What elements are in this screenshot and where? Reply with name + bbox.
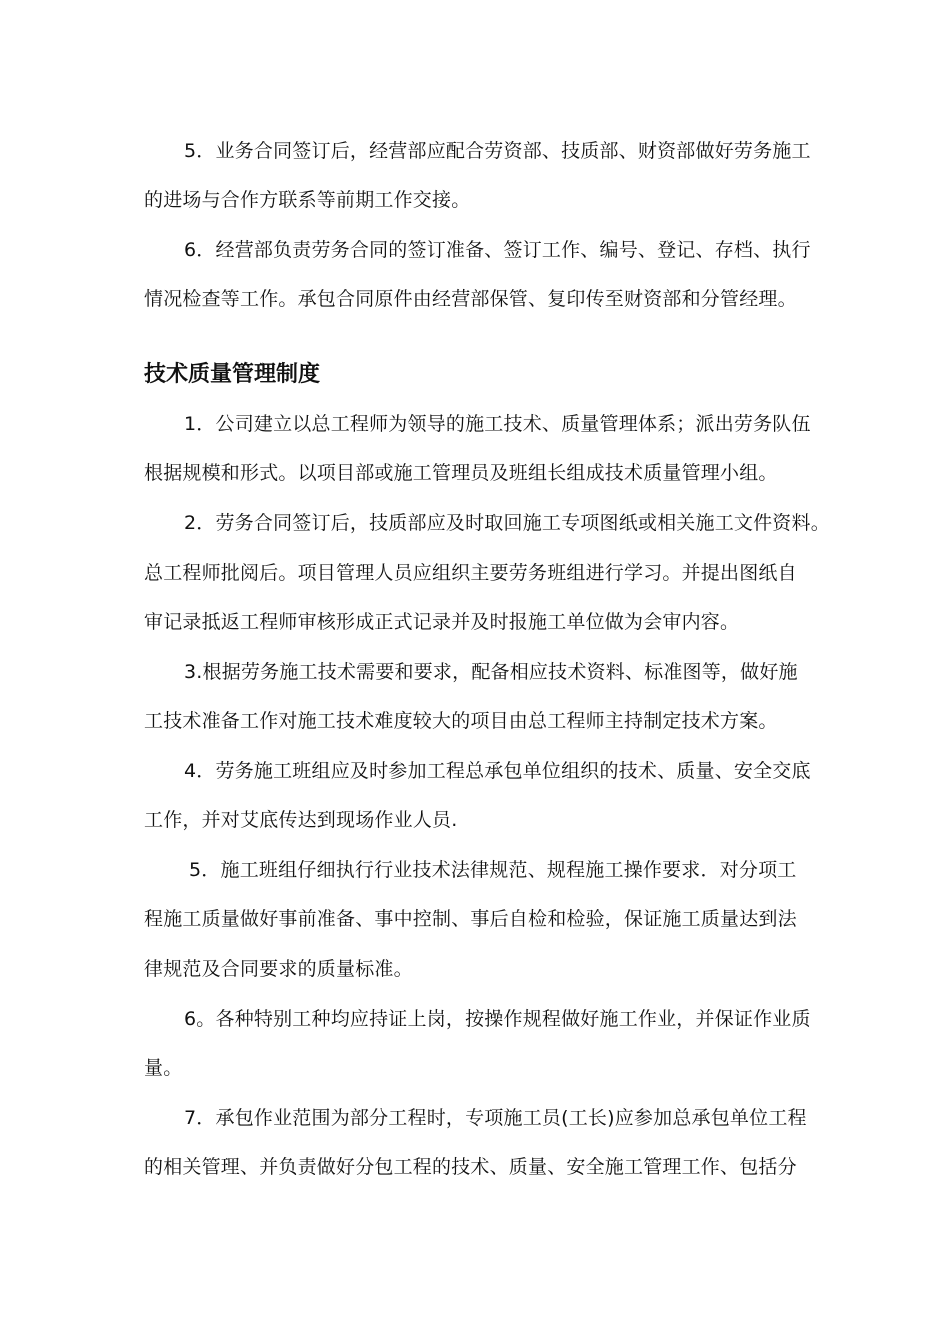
paragraph-line: 3.根据劳务施工技术需要和要求，配备相应技术资料、标准图等，做好施 [184, 661, 798, 683]
paragraph-line: 总工程师批阅后。项目管理人员应组织主要劳务班组进行学习。并提出图纸自 [144, 562, 797, 584]
paragraph-line: 4．劳务施工班组应及时参加工程总承包单位组织的技术、质量、安全交底 [184, 760, 811, 782]
paragraph-line: 6。各种特别工种均应持证上岗，按操作规程做好施工作业，并保证作业质 [184, 1008, 811, 1030]
paragraph-line: 审记录抵返工程师审核形成正式记录并及时报施工单位做为会审内容。 [144, 611, 740, 633]
paragraph-line: 程施工质量做好事前准备、事中控制、事后自检和检验，保证施工质量达到法 [144, 908, 797, 930]
paragraph-line: 5．施工班组仔细执行行业技术法律规范、规程施工操作要求．对分项工 [189, 859, 797, 881]
paragraph-line: 的进场与合作方联系等前期工作交接。 [144, 189, 471, 211]
paragraph-line: 1．公司建立以总工程师为领导的施工技术、质量管理体系；派出劳务队伍 [184, 413, 811, 435]
paragraph-line: 律规范及合同要求的质量标准。 [144, 958, 413, 980]
paragraph-line: 6．经营部负责劳务合同的签订准备、签订工作、编号、登记、存档、执行 [184, 239, 811, 261]
paragraph-line: 2．劳务合同签订后，技质部应及时取回施工专项图纸或相关施工文件资料。 [184, 512, 830, 534]
paragraph-line: 工技术准备工作对施工技术难度较大的项目由总工程师主持制定技术方案。 [144, 710, 778, 732]
section-heading: 技术质量管理制度 [144, 362, 321, 387]
paragraph-line: 5．业务合同签订后，经营部应配合劳资部、技质部、财资部做好劳务施工 [184, 140, 811, 162]
paragraph-line: 工作，并对艾底传达到现场作业人员. [144, 809, 458, 831]
paragraph-line: 根据规模和形式。以项目部或施工管理员及班组长组成技术质量管理小组。 [144, 462, 778, 484]
paragraph-line: 的相关管理、并负责做好分包工程的技术、质量、安全施工管理工作、包括分 [144, 1156, 797, 1178]
paragraph-line: 量。 [144, 1057, 183, 1079]
paragraph-line: 情况检查等工作。承包合同原件由经营部保管、复印传至财资部和分管经理。 [144, 288, 797, 310]
paragraph-line: 7．承包作业范围为部分工程时，专项施工员(工长)应参加总承包单位工程 [184, 1107, 807, 1129]
